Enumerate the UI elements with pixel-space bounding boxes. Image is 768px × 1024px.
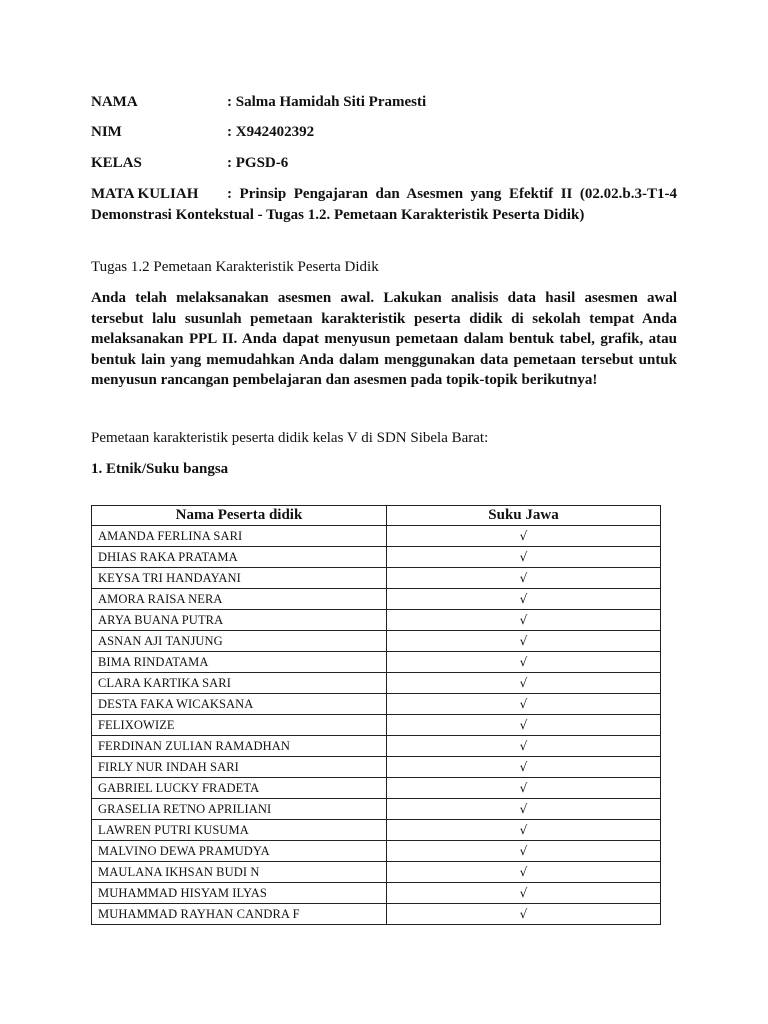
student-name-cell: MUHAMMAD RAYHAN CANDRA F [92,904,387,925]
table-body [92,526,661,925]
student-name-cell: DHIAS RAKA PRATAMA [92,547,387,568]
field-nim [91,122,677,142]
suku-jawa-check-cell: √ [387,715,661,736]
suku-jawa-check-cell: √ [387,736,661,757]
table-row [92,610,661,631]
suku-jawa-check-cell: √ [387,526,661,547]
suku-jawa-check-cell: √ [387,589,661,610]
student-name-cell: KEYSA TRI HANDAYANI [92,568,387,589]
suku-jawa-check-cell: √ [387,841,661,862]
suku-jawa-check-cell: √ [387,799,661,820]
header-student-name: Nama Peserta didik [92,506,387,526]
header-suku-jawa: Suku Jawa [387,506,661,526]
suku-jawa-check-cell: √ [387,883,661,904]
table-row [92,568,661,589]
suku-jawa-check-cell: √ [387,673,661,694]
student-name-cell: FIRLY NUR INDAH SARI [92,757,387,778]
field-nim-label: NIM [91,124,122,140]
field-nama-value: : Salma Hamidah Siti Pramesti [227,94,427,110]
table-row [92,526,661,547]
table-row [92,715,661,736]
student-name-cell: MAULANA IKHSAN BUDI N [92,862,387,883]
student-name-cell: ARYA BUANA PUTRA [92,610,387,631]
student-name-cell: BIMA RINDATAMA [92,652,387,673]
suku-jawa-check-cell: √ [387,778,661,799]
table-row [92,862,661,883]
suku-jawa-check-cell: √ [387,862,661,883]
suku-jawa-check-cell: √ [387,820,661,841]
table-row [92,736,661,757]
field-kelas [91,153,677,173]
table-row [92,673,661,694]
field-mata-kuliah [91,184,677,226]
student-name-cell: AMORA RAISA NERA [92,589,387,610]
student-name-cell: FERDINAN ZULIAN RAMADHAN [92,736,387,757]
table-row [92,757,661,778]
field-kelas-label: KELAS [91,155,142,171]
table-row [92,589,661,610]
table-row [92,778,661,799]
field-mata-kuliah-label: MATA KULIAH [91,186,199,202]
student-name-cell: FELIXOWIZE [92,715,387,736]
table-row [92,547,661,568]
document-page [91,92,677,479]
suku-jawa-check-cell: √ [387,652,661,673]
section-title: 1. Etnik/Suku bangsa [91,460,229,477]
table-row [92,904,661,925]
table-row [92,841,661,862]
task-instruction: Anda telah melaksanakan asesmen awal. Lakukan analisis data hasil asesmen awal tersebut lalu susunlah pemetaan karakteristik peserta didik di sekolah tempat Anda melaksanakan PPL II. Anda dapat menyusun pemetaan dalam bentuk tabel, grafik, atau bentuk lain yang memudahkan Anda dalam menggunakan data pemetaan tersebut untuk menyusun rancangan pembelajaran dan asesmen pada topik-topik berikutnya! [91,290,677,389]
field-nama [91,92,677,112]
suku-jawa-check-cell: √ [387,631,661,652]
student-name-cell: LAWREN PUTRI KUSUMA [92,820,387,841]
suku-jawa-check-cell: √ [387,547,661,568]
table-row [92,799,661,820]
mapping-intro: Pemetaan karakteristik peserta didik kelas V di SDN Sibela Barat: [91,429,489,446]
student-name-cell: DESTA FAKA WICAKSANA [92,694,387,715]
suku-jawa-check-cell: √ [387,568,661,589]
table-row [92,820,661,841]
field-nama-label: NAMA [91,94,138,110]
student-name-cell: CLARA KARTIKA SARI [92,673,387,694]
student-name-cell: MUHAMMAD HISYAM ILYAS [92,883,387,904]
field-mata-kuliah-value: : Prinsip Pengajaran dan Asesmen yang Efektif II (02.02.b.3-T1-4 Demonstrasi Kontekstual - Tugas 1.2. Pemetaan Karakteristik Peserta Didik) [91,186,677,223]
suku-jawa-check-cell: √ [387,694,661,715]
suku-jawa-check-cell: √ [387,904,661,925]
field-nim-value: : X942402392 [227,124,315,140]
suku-jawa-check-cell: √ [387,757,661,778]
field-kelas-value: : PGSD-6 [227,155,289,171]
student-name-cell: MALVINO DEWA PRAMUDYA [92,841,387,862]
student-name-cell: AMANDA FERLINA SARI [92,526,387,547]
table-header-row [92,506,661,526]
suku-jawa-check-cell: √ [387,610,661,631]
task-title: Tugas 1.2 Pemetaan Karakteristik Peserta Didik [91,259,379,275]
ethnicity-table [91,505,661,925]
table-row [92,631,661,652]
student-name-cell: GRASELIA RETNO APRILIANI [92,799,387,820]
table-row [92,883,661,904]
table-row [92,694,661,715]
student-name-cell: GABRIEL LUCKY FRADETA [92,778,387,799]
table-row [92,652,661,673]
student-name-cell: ASNAN AJI TANJUNG [92,631,387,652]
